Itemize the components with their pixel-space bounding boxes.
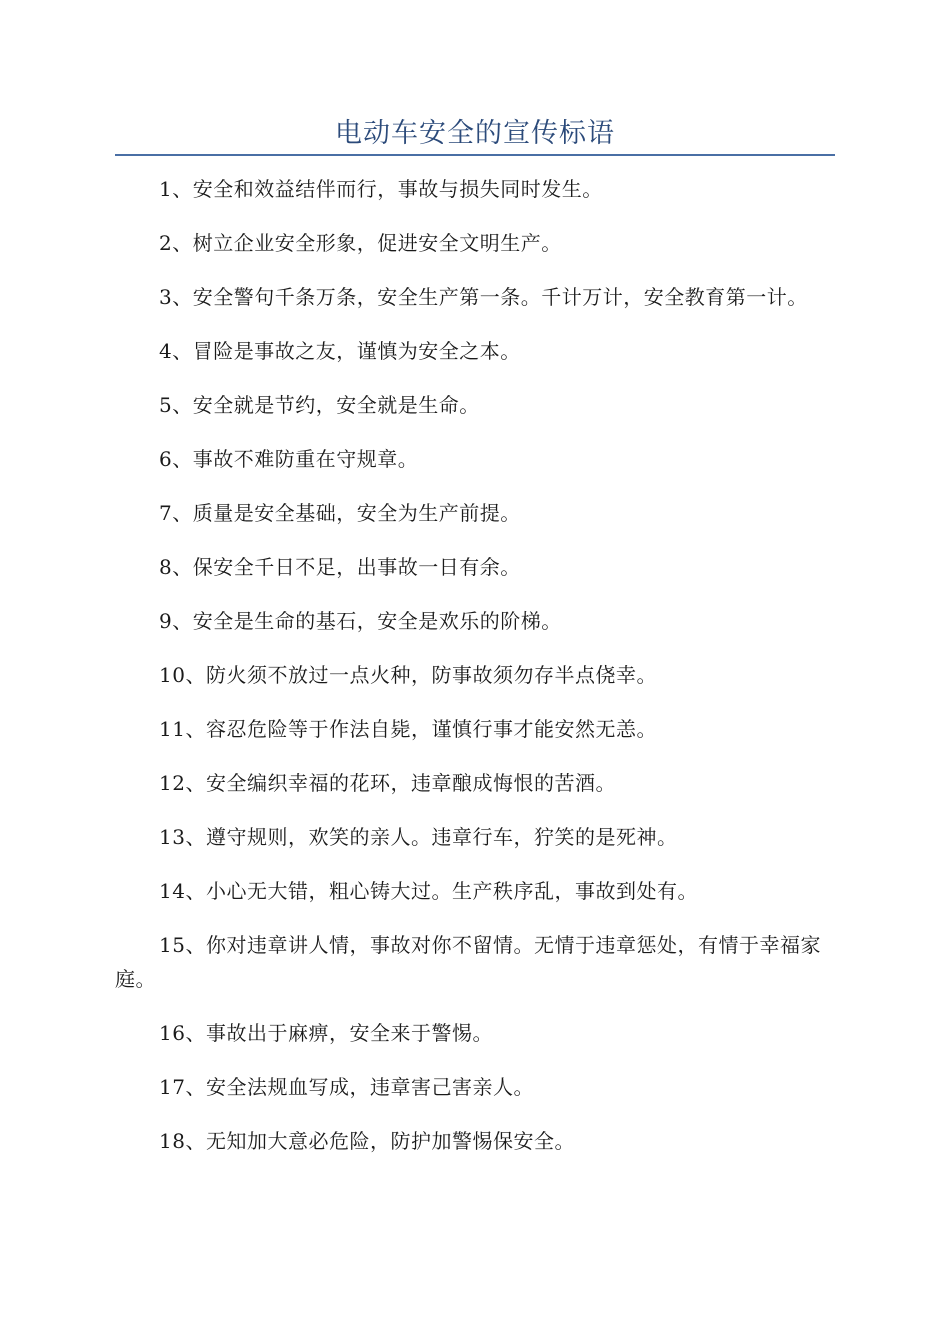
slogan-paragraph: 16、事故出于麻痹，安全来于警惕。 <box>159 1021 493 1045</box>
slogan-paragraph: 15、你对违章讲人情，事故对你不留情。无情于违章惩处，有情于幸福家庭。 <box>115 933 821 991</box>
slogan-paragraph: 4、冒险是事故之友，谨慎为安全之本。 <box>159 339 521 363</box>
slogan-paragraph: 1、安全和效益结伴而行，事故与损失同时发生。 <box>159 177 603 201</box>
slogan-paragraph: 13、遵守规则，欢笑的亲人。违章行车，狞笑的是死神。 <box>159 825 678 849</box>
slogan-paragraph: 18、无知加大意必危险，防护加警惕保安全。 <box>159 1129 575 1153</box>
document-title: 电动车安全的宣传标语 <box>335 118 615 149</box>
document-body <box>115 172 835 1178</box>
slogan-paragraph: 7、质量是安全基础，安全为生产前提。 <box>159 501 521 525</box>
slogan-paragraph: 8、保安全千日不足，出事故一日有余。 <box>159 555 521 579</box>
slogan-paragraph: 2、树立企业安全形象，促进安全文明生产。 <box>159 231 562 255</box>
slogan-paragraph: 14、小心无大错，粗心铸大过。生产秩序乱，事故到处有。 <box>159 879 698 903</box>
slogan-paragraph: 12、安全编织幸福的花环，违章酿成悔恨的苦酒。 <box>159 771 616 795</box>
slogan-paragraph: 11、容忍危险等于作法自毙，谨慎行事才能安然无恙。 <box>159 717 657 741</box>
title-underline <box>115 154 835 156</box>
slogan-paragraph: 6、事故不难防重在守规章。 <box>159 447 419 471</box>
slogan-paragraph: 10、防火须不放过一点火种，防事故须勿存半点侥幸。 <box>159 663 657 687</box>
slogan-paragraph: 9、安全是生命的基石，安全是欢乐的阶梯。 <box>159 609 562 633</box>
slogan-paragraph: 17、安全法规血写成，违章害己害亲人。 <box>159 1075 534 1099</box>
slogan-paragraph: 5、安全就是节约，安全就是生命。 <box>159 393 480 417</box>
slogan-paragraph: 3、安全警句千条万条，安全生产第一条。千计万计，安全教育第一计。 <box>159 285 808 309</box>
